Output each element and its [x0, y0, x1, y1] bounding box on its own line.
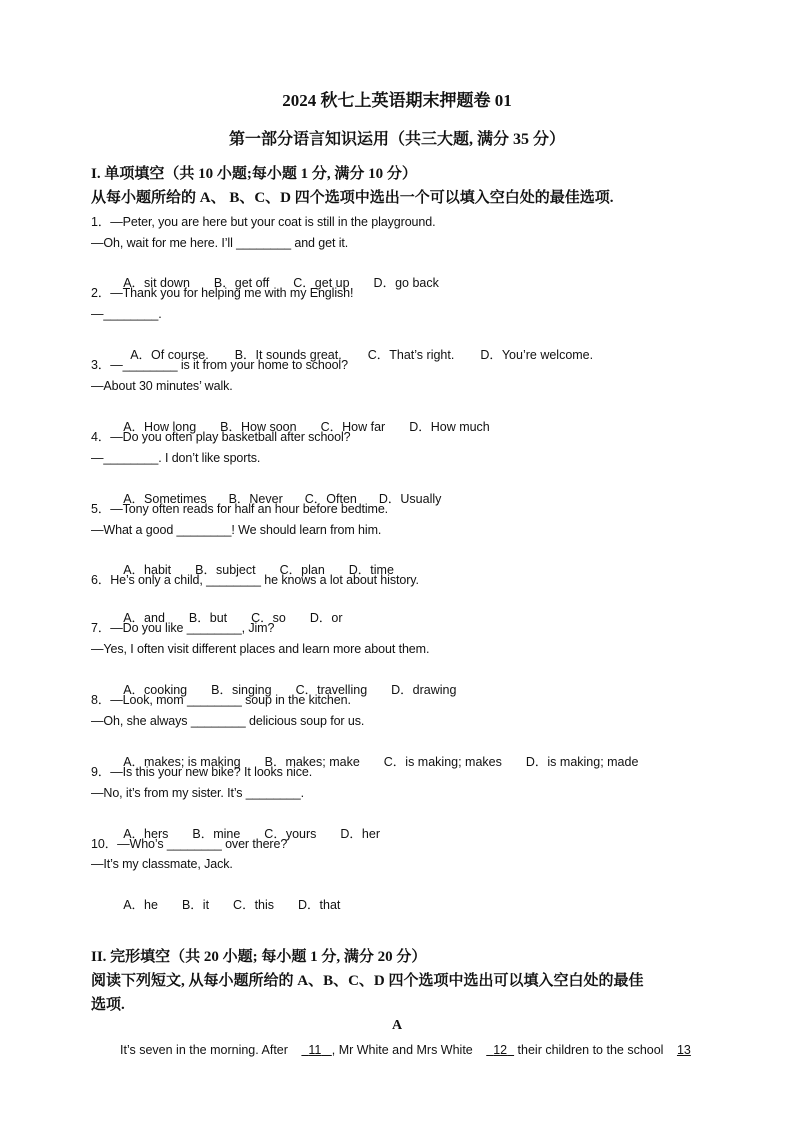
- option-b: B．How soon: [220, 420, 297, 434]
- part-title: 第一部分语言知识运用（共三大题, 满分 35 分）: [228, 131, 565, 148]
- question-8-line2: —Oh, she always ________ delicious soup for us.: [91, 714, 365, 728]
- option-d: D．or: [309, 611, 343, 625]
- question-7-line1: 7．—Do you like ________, Jim?: [91, 621, 275, 635]
- section1-heading: I. 单项填空（共 10 小题;每小题 1 分, 满分 10 分）: [91, 166, 417, 182]
- question-10-line2: —It’s my classmate, Jack.: [91, 857, 233, 871]
- question-2-line2: —________.: [91, 307, 162, 321]
- option-c: C．is making; makes: [383, 755, 502, 769]
- passage-line: [120, 1043, 691, 1057]
- question-6-line1: 6．He’s only a child, ________ he knows a lot about history.: [91, 573, 419, 587]
- option-a: A．makes; is making: [123, 755, 241, 769]
- option-a: A．How long: [123, 420, 197, 434]
- section2-instruction-line2: 选项.: [91, 997, 125, 1013]
- section2-heading: II. 完形填空（共 20 小题; 每小题 1 分, 满分 20 分）: [91, 949, 427, 965]
- question-3-line2: —About 30 minutes’ walk.: [91, 379, 233, 393]
- option-d: D．How much: [409, 420, 490, 434]
- option-c: C．That’s right.: [367, 348, 455, 362]
- question-9-line2: —No, it’s from my sister. It’s ________.: [91, 786, 304, 800]
- option-d: D．time: [348, 563, 394, 577]
- blank-12-number: 12: [493, 1043, 508, 1057]
- option-c: C．this: [233, 898, 275, 912]
- option-c: C．How far: [320, 420, 386, 434]
- option-c: C．get up: [293, 276, 350, 290]
- option-b: B．but: [188, 611, 228, 625]
- option-b: B．It sounds great.: [234, 348, 342, 362]
- option-d: D．You’re welcome.: [480, 348, 594, 362]
- option-b: B．subject: [195, 563, 256, 577]
- question-10-line1: 10．—Who’s ________ over there?: [91, 837, 288, 851]
- question-8-line1: 8．—Look, mom ________ soup in the kitchen.: [91, 693, 351, 707]
- option-d: D．that: [298, 898, 341, 912]
- option-c: C．so: [251, 611, 286, 625]
- option-b: B．singing: [211, 683, 272, 697]
- option-c: C．travelling: [295, 683, 368, 697]
- option-b: B．makes; make: [264, 755, 360, 769]
- option-a: A．Of course.: [130, 348, 209, 362]
- option-b: B．get off: [213, 276, 270, 290]
- question-2-line1: 2．—Thank you for helping me with my English!: [91, 286, 354, 300]
- question-7-line2: —Yes, I often visit different places and learn more about them.: [91, 642, 430, 656]
- question-3-line1: 3．—________ is it from your home to school?: [91, 358, 348, 372]
- passage-text: their children to the school: [517, 1043, 664, 1057]
- page-title: 2024 秋七上英语期末押题卷 01: [282, 91, 512, 110]
- option-b: B．mine: [192, 827, 241, 841]
- blank-13-number: 13: [676, 1043, 691, 1057]
- blank-12: [486, 1043, 514, 1057]
- passage-text: , Mr White and Mrs White: [331, 1043, 473, 1057]
- question-5-line1: 5．—Tony often reads for half an hour before bedtime.: [91, 502, 389, 516]
- option-d: D．her: [340, 827, 380, 841]
- option-d: D．is making; made: [525, 755, 639, 769]
- option-d: D．Usually: [378, 492, 442, 506]
- question-1-line2: —Oh, wait for me here. I’ll ________ and get it.: [91, 236, 349, 250]
- blank-13: [677, 1043, 691, 1057]
- question-4-line1: 4．—Do you often play basketball after school?: [91, 430, 351, 444]
- option-a: A．sit down: [123, 276, 190, 290]
- passage-text: It’s seven in the morning. After: [120, 1043, 288, 1057]
- question-1-line1: 1．—Peter, you are here but your coat is still in the playground.: [91, 215, 436, 229]
- option-a: A．cooking: [123, 683, 188, 697]
- question-10-options: [110, 881, 362, 927]
- passage-label: A: [391, 1018, 403, 1033]
- option-c: C．plan: [279, 563, 325, 577]
- option-a: A．hers: [123, 827, 169, 841]
- option-b: B．it: [181, 898, 210, 912]
- option-a: A．and: [123, 611, 165, 625]
- blank-11-number: 11: [308, 1043, 322, 1057]
- section2-instruction-line1: 阅读下列短文, 从每小题所给的 A、B、C、D 四个选项中选出可以填入空白处的最佳: [91, 973, 644, 989]
- blank-11: [301, 1043, 331, 1057]
- option-d: D．go back: [373, 276, 439, 290]
- option-c: C．yours: [264, 827, 317, 841]
- option-a: A．habit: [123, 563, 172, 577]
- option-a: A．he: [123, 898, 158, 912]
- question-9-line1: 9．—Is this your new bike? It looks nice.: [91, 765, 313, 779]
- option-a: A．Sometimes: [123, 492, 207, 506]
- option-d: D．drawing: [391, 683, 457, 697]
- question-5-line2: —What a good ________! We should learn from him.: [91, 523, 382, 537]
- option-c: C．Often: [304, 492, 357, 506]
- option-b: B．Never: [228, 492, 283, 506]
- section1-instruction: 从每小题所给的 A、 B、C、D 四个选项中选出一个可以填入空白处的最佳选项.: [91, 190, 614, 206]
- question-4-line2: —________. I don’t like sports.: [91, 451, 261, 465]
